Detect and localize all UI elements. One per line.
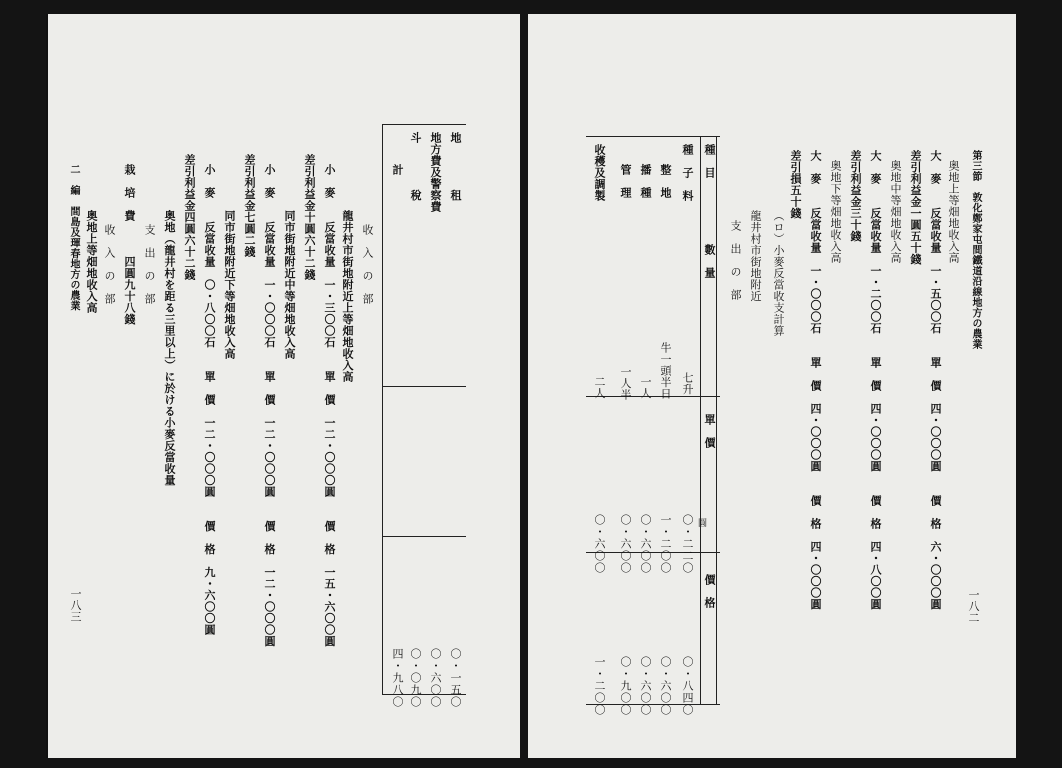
table-cell-value: 〇・六〇〇 [429,648,442,708]
table-cell-item: 整 地 [659,164,672,199]
text-line: 同市街地附近下等畑地收入高 [223,210,236,360]
text-line: 收 入 の 部 [103,224,116,305]
text-line: 大 麥 反當收量 一・二〇〇石 單 價 四・〇〇〇圓 價 格 四・八〇〇圓 [869,150,882,610]
table-cell-value: 一・二〇〇 [593,656,606,716]
table-cell-qty: 一人半 [619,366,632,401]
table-cell-price: 〇・六〇〇 [593,514,606,574]
table-cell-value: 〇・一五〇 [449,648,462,708]
table-cell-item: 地 租 [449,132,462,201]
table-cell-value: 〇・九〇〇 [619,656,632,716]
text-line: 奥地上等畑地收入高 [85,210,98,314]
unit-label: 圓 [696,518,706,528]
table-cell-item: 計 [391,164,404,176]
text-line: 小 麥 反當收量 一・三〇〇石 單 價 一二・〇〇〇圓 價 格 一五・六〇〇圓 [323,164,336,647]
text-line: 小 麥 反當收量 一・〇〇〇石 單 價 一二・〇〇〇圓 價 格 一二・〇〇〇圓 [263,164,276,647]
table-cell-item: 地方費及警察費 [429,132,442,213]
table-cell-item: 管 理 [619,164,632,199]
page-number-left: 一八三 [69,588,82,623]
text-line: 差引利益金三十錢 [849,150,862,242]
table-header-qty: 數 量 [703,244,716,279]
table-cell-qty: 牛一頭半日 [659,342,672,400]
table-cell-qty: 一人 [639,376,652,399]
page-number-right: 一八二 [967,589,980,624]
text-line: 收 入 の 部 [361,224,374,305]
text-line: 大 麥 反當收量 一・五〇〇石 單 價 四・〇〇〇圓 價 格 六・〇〇〇圓 [929,150,942,610]
table-cell-item: 播 種 [639,164,652,199]
table-cell-item: 收穫及調製 [593,144,606,202]
table-cell-item: 斗 稅 [409,132,422,201]
table-header-price: 單 價 [703,414,716,449]
text-line: 支 出 の 部 [729,220,742,301]
text-line: 龍井村市街地附近 [749,210,762,302]
text-line: 差引利益金一圓五十錢 [909,150,922,265]
table-cell-value: 〇・〇九〇 [409,648,422,708]
right-page [528,14,1016,758]
left-page [46,14,520,758]
text-line: 差引利益金七圓二錢 [243,154,256,258]
table-cell-value: 〇・八四〇 [681,656,694,716]
text-line: 差引利益金十圓六十二錢 [303,154,316,281]
table-cell-price: 〇・二二〇 [681,514,694,574]
text-line: 小 麥 反當收量 〇・八〇〇石 單 價 一二・〇〇〇圓 價 格 九・六〇〇圓 [203,164,216,636]
text-line: 大 麥 反當收量 一・〇〇〇石 單 價 四・〇〇〇圓 價 格 四・〇〇〇圓 [809,150,822,610]
text-line: 龍井村市街地附近上等畑地收入高 [341,210,354,383]
text-line: 奥地中等畑地收入高 [889,160,902,264]
table-cell-value: 四・九八〇 [391,648,404,708]
section-header-right: 第三節 敦化鄭家屯間鐵道沿線地方の農業 [970,150,981,350]
section-header-left: 二 編 間島及琿春地方の農業 [68,164,79,311]
text-line: 差引損五十錢 [789,150,802,219]
text-line: 奥地下等畑地收入高 [829,160,842,264]
text-line: 差引利益金四圓六十二錢 [183,154,196,281]
binding-edge [46,14,48,758]
table-cell-item: 種 子 料 [681,144,694,202]
text-line: （ロ）小麥反當收支計算 [772,210,785,337]
text-line: 同市街地附近中等畑地收入高 [283,210,296,360]
table-cell-qty: 七升 [681,372,694,395]
table-cell-price: 一・二〇〇 [659,514,672,574]
table-header-item: 種 目 [703,144,716,179]
text-line: 奥地（龍井村を距る三里以上）に於ける小麥反當收量 [163,210,176,486]
text-line: 栽 培 費 四圓九十八錢 [123,164,136,325]
table-header-value: 價 格 [703,574,716,609]
table-cell-price: 〇・六〇〇 [639,514,652,574]
table-cell-qty: 二人 [593,376,606,399]
table-cell-value: 〇・六〇〇 [659,656,672,716]
table-cell-value: 〇・六〇〇 [639,656,652,716]
text-line: 奥地上等畑地收入高 [947,160,960,264]
table-cell-price: 〇・六〇〇 [619,514,632,574]
text-line: 支 出 の 部 [143,224,156,305]
